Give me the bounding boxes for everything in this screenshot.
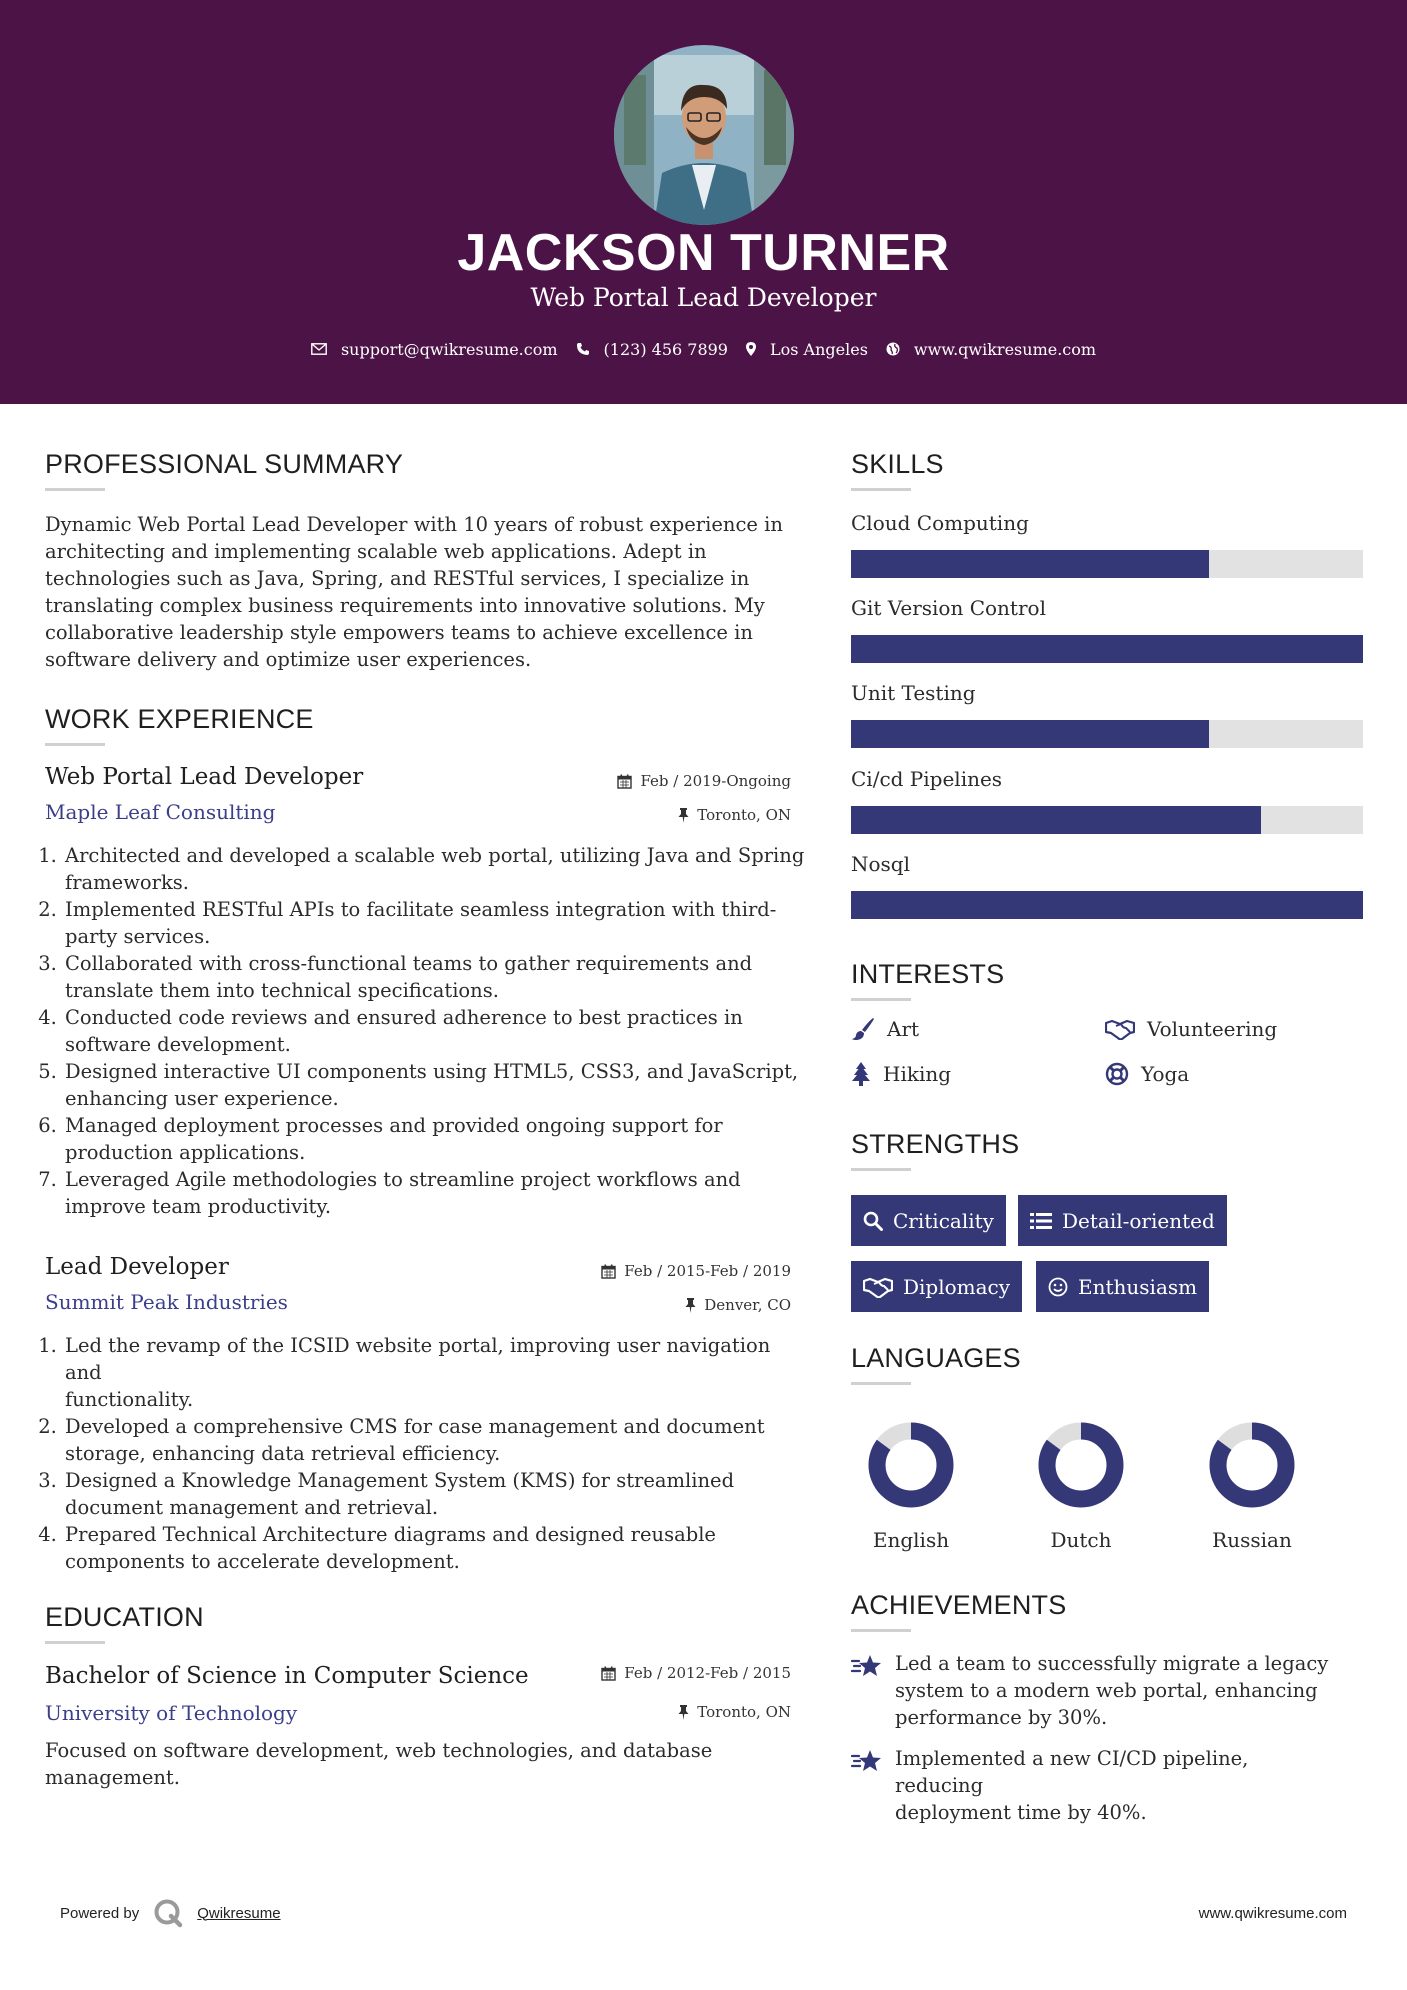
job-duties-list (45, 1332, 805, 1575)
section-divider (45, 1641, 105, 1644)
school-name: University of Technology (45, 1701, 298, 1725)
language-russian (1192, 1420, 1312, 1552)
strength-label: Criticality (893, 1208, 994, 1233)
job-dates (531, 1262, 791, 1280)
section-divider (851, 1629, 911, 1632)
strength-enthusiasm (1036, 1261, 1209, 1312)
section-divider (45, 488, 105, 491)
skill-name: Nosql (851, 852, 911, 876)
education-dates (531, 1664, 791, 1682)
qwikresume-link[interactable]: Qwikresume (197, 1904, 281, 1922)
language-donut (1036, 1420, 1126, 1510)
paintbrush-icon (851, 1017, 875, 1041)
calendar-icon (601, 1264, 616, 1279)
education-line: management. (45, 1766, 180, 1789)
phone-text: (123) 456 7899 (603, 339, 728, 359)
summary-line: translating complex business requirements into innovative solutions. My (45, 594, 765, 617)
summary-line: architecting and implementing scalable web applications. Adept in (45, 540, 707, 563)
list-item: 4. Prepared Technical Architecture diagrams and designed reusable components to accelerate development. (63, 1521, 805, 1575)
calendar-icon (617, 774, 632, 789)
section-divider (851, 1382, 911, 1385)
job-location (531, 1296, 791, 1314)
job-location (531, 806, 791, 824)
list-item: 7. Leveraged Agile methodologies to streamline project workflows and improve team productivity. (63, 1166, 805, 1220)
smile-icon (1048, 1277, 1068, 1297)
skill-bar (851, 891, 1363, 919)
interest-label: Yoga (1141, 1062, 1190, 1086)
shooting-star-icon (851, 1749, 883, 1773)
achievement-text: Led a team to successfully migrate a legacy system to a modern web portal, enhancing performance by 30%. (895, 1652, 1329, 1729)
list-item: 3. Designed a Knowledge Management System (KMS) for streamlined document management and retrieval. (63, 1467, 805, 1521)
skill-bar-fill (851, 720, 1209, 748)
email-text: support@qwikresume.com (340, 339, 558, 359)
search-icon (863, 1211, 883, 1231)
summary-line: software delivery and optimize user experiences. (45, 648, 532, 671)
map-pin-icon (746, 342, 756, 356)
experience-heading: WORK EXPERIENCE (45, 704, 314, 734)
shooting-star-icon (851, 1654, 883, 1678)
strength-detail-oriented (1018, 1195, 1227, 1246)
location-text: Denver, CO (704, 1296, 791, 1314)
education-location (531, 1703, 791, 1721)
skill-name: Cloud Computing (851, 511, 1029, 535)
dates-text: Feb / 2019-Ongoing (640, 772, 791, 790)
profile-photo (614, 45, 794, 225)
skill-bar (851, 720, 1363, 748)
degree-title: Bachelor of Science in Computer Science (45, 1663, 529, 1689)
skill-bar-fill (851, 635, 1363, 663)
strength-diplomacy (851, 1261, 1022, 1312)
dates-text: Feb / 2012-Feb / 2015 (624, 1664, 791, 1682)
company-name: Maple Leaf Consulting (45, 800, 276, 824)
section-divider (851, 1168, 911, 1171)
list-item: 4. Conducted code reviews and ensured adherence to best practices in software development. (63, 1004, 805, 1058)
list-item: 1. Led the revamp of the ICSID website portal, improving user navigation and functionality. (63, 1332, 805, 1413)
skill-bar (851, 806, 1363, 834)
handshake-icon (863, 1276, 893, 1298)
summary-line: technologies such as Java, Spring, and RESTful services, I specialize in (45, 567, 750, 590)
job-title: Web Portal Lead Developer (45, 764, 364, 790)
interest-label: Hiking (883, 1062, 952, 1086)
pushpin-icon (678, 1705, 689, 1720)
section-divider (851, 488, 911, 491)
achievement-item (851, 1745, 1341, 1826)
qwikresume-logo-icon (153, 1898, 183, 1928)
calendar-icon (601, 1666, 616, 1681)
strength-label: Diplomacy (903, 1274, 1011, 1299)
contact-bar (0, 336, 1407, 362)
pushpin-icon (685, 1298, 696, 1313)
summary-text (45, 511, 785, 673)
life-ring-icon (1105, 1062, 1129, 1086)
list-item: 5. Designed interactive UI components using HTML5, CSS3, and JavaScript, enhancing user experience. (63, 1058, 805, 1112)
language-donut (1207, 1420, 1297, 1510)
strength-label: Detail-oriented (1062, 1208, 1215, 1233)
handshake-icon (1105, 1018, 1135, 1040)
resume-header (0, 0, 1407, 404)
education-heading: EDUCATION (45, 1602, 204, 1632)
language-donut (866, 1420, 956, 1510)
candidate-name: JACKSON TURNER (457, 224, 950, 282)
location-text: Toronto, ON (697, 1703, 791, 1721)
interests-heading: INTERESTS (851, 959, 1005, 989)
dates-text: Feb / 2015-Feb / 2019 (624, 1262, 791, 1280)
interest-hiking (851, 1062, 951, 1086)
language-dutch (1021, 1420, 1141, 1552)
achievements-heading: ACHIEVEMENTS (851, 1590, 1067, 1620)
website-text: www.qwikresume.com (913, 339, 1097, 359)
language-english (851, 1420, 971, 1552)
skills-heading: SKILLS (851, 449, 944, 479)
summary-line: collaborative leadership style empowers teams to achieve excellence in (45, 621, 753, 644)
pushpin-icon (678, 808, 689, 823)
language-label: Dutch (1050, 1528, 1112, 1552)
list-icon (1030, 1212, 1052, 1230)
skill-bar-fill (851, 550, 1209, 578)
list-item: 3. Collaborated with cross-functional teams to gather requirements and translate them into technical specifications. (63, 950, 805, 1004)
section-divider (45, 743, 105, 746)
skill-bar-fill (851, 891, 1363, 919)
job-duties-list (45, 842, 805, 1220)
powered-by-text: Powered by (60, 1904, 140, 1922)
contact-phone[interactable] (576, 340, 728, 359)
languages-heading: LANGUAGES (851, 1343, 1021, 1373)
job-dates (531, 772, 791, 790)
interest-yoga (1105, 1062, 1189, 1086)
skill-bar (851, 635, 1363, 663)
job-title: Lead Developer (45, 1254, 229, 1280)
company-name: Summit Peak Industries (45, 1290, 288, 1314)
contact-website[interactable] (886, 340, 1096, 359)
education-description (45, 1737, 785, 1791)
strengths-heading: STRENGTHS (851, 1129, 1020, 1159)
summary-line: Dynamic Web Portal Lead Developer with 10 years of robust experience in (45, 513, 783, 536)
achievement-item (851, 1650, 1341, 1731)
tree-icon (851, 1062, 871, 1086)
skill-name: Unit Testing (851, 681, 976, 705)
envelope-icon (311, 343, 327, 355)
interest-label: Volunteering (1147, 1017, 1278, 1041)
skill-bar (851, 550, 1363, 578)
list-item: 2. Developed a comprehensive CMS for case management and document storage, enhancing data retrieval efficiency. (63, 1413, 805, 1467)
interest-label: Art (887, 1017, 920, 1041)
skill-bar-fill (851, 806, 1261, 834)
education-line: Focused on software development, web technologies, and database (45, 1739, 713, 1762)
globe-icon (886, 342, 900, 356)
contact-email[interactable] (311, 340, 558, 359)
summary-heading: PROFESSIONAL SUMMARY (45, 449, 404, 479)
list-item: 6. Managed deployment processes and provided ongoing support for production applications. (63, 1112, 805, 1166)
list-item: 2. Implemented RESTful APIs to facilitate seamless integration with third- party services. (63, 896, 805, 950)
skill-name: Git Version Control (851, 596, 1046, 620)
location-text: Los Angeles (769, 339, 868, 359)
language-label: English (872, 1528, 950, 1552)
contact-location (746, 340, 868, 359)
language-label: Russian (1212, 1528, 1292, 1552)
footer-powered-by (60, 1898, 281, 1928)
interest-volunteering (1105, 1017, 1277, 1041)
phone-icon (576, 342, 590, 356)
footer-website[interactable]: www.qwikresume.com (1198, 1905, 1347, 1922)
interest-art (851, 1017, 919, 1041)
strength-label: Enthusiasm (1078, 1274, 1198, 1299)
skill-name: Ci/cd Pipelines (851, 767, 1003, 791)
list-item: 1. Architected and developed a scalable web portal, utilizing Java and Spring frameworks. (63, 842, 805, 896)
section-divider (851, 998, 911, 1001)
strength-criticality (851, 1195, 1006, 1246)
location-text: Toronto, ON (697, 806, 791, 824)
achievement-text: Implemented a new CI/CD pipeline, reducing deployment time by 40%. (895, 1747, 1249, 1824)
candidate-role: Web Portal Lead Developer (530, 283, 877, 312)
